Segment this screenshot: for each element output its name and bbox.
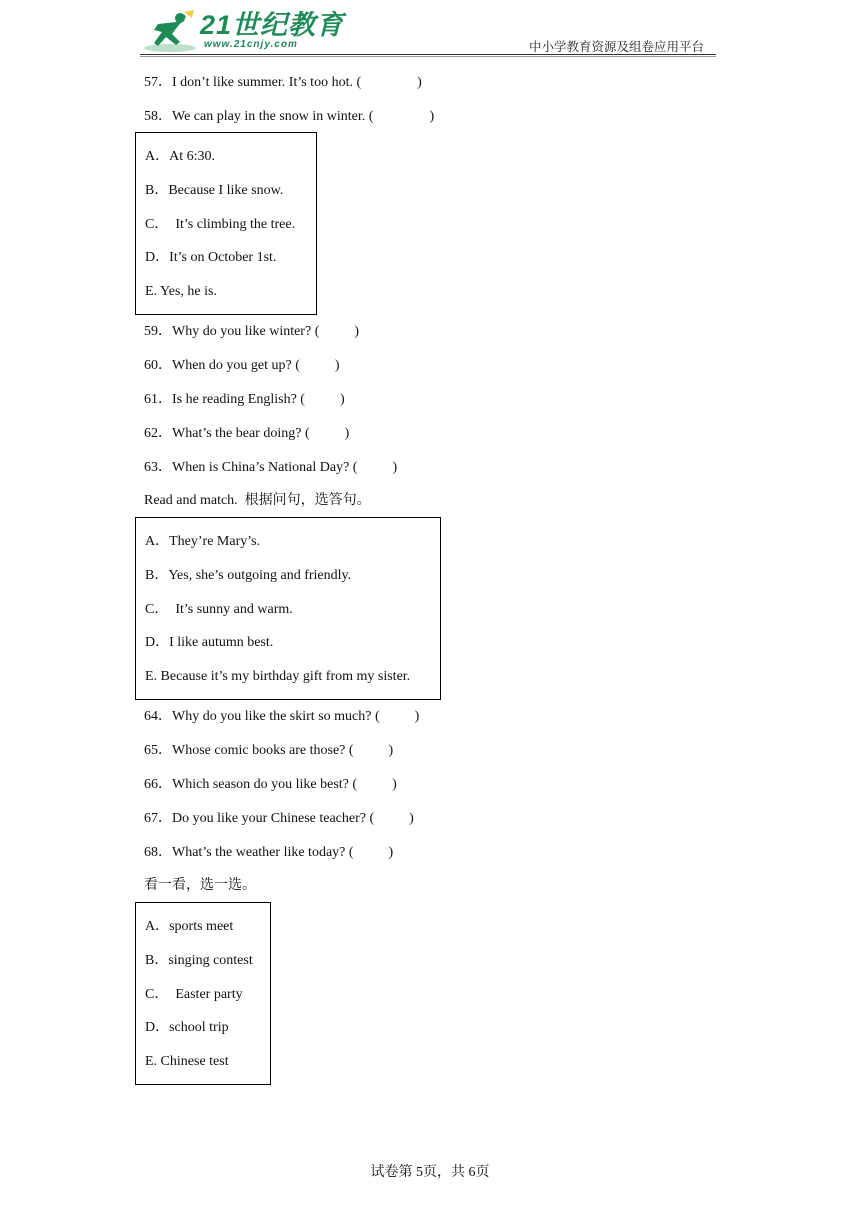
options-box-1 <box>135 132 317 315</box>
option-e: E. Because it’s my birthday gift from my sister. <box>145 669 411 684</box>
answer-blank[interactable]: ( ) <box>304 426 350 441</box>
logo-title: 21世纪教育 <box>200 10 345 40</box>
option-a: A．They’re Mary’s. <box>145 534 261 549</box>
question-63: 63．When is China’s National Day? ( ) <box>144 460 398 475</box>
option-a: A．sports meet <box>145 919 234 934</box>
answer-blank[interactable]: ( ) <box>352 460 398 475</box>
section-2-title: Read and match. 根据问句，选答句。 <box>144 493 371 508</box>
logo-url: www.21cnjy.com <box>204 39 298 50</box>
option-c: C． It’s climbing the tree. <box>145 217 296 232</box>
option-e: E. Yes, he is. <box>145 284 217 299</box>
question-68: 68．What’s the weather like today? ( ) <box>144 845 394 860</box>
answer-blank[interactable]: ( ) <box>352 777 397 792</box>
question-59: 59．Why do you like winter? ( ) <box>144 324 360 339</box>
header-divider <box>140 54 716 55</box>
option-e: E. Chinese test <box>145 1054 229 1069</box>
answer-blank[interactable]: ( ) <box>295 358 340 373</box>
platform-slogan: 中小学教育资源及组卷应用平台 <box>528 39 704 54</box>
answer-blank[interactable]: ( ) <box>374 709 420 724</box>
option-b: B．Yes, she’s outgoing and friendly. <box>145 568 352 583</box>
option-b: B．singing contest <box>145 953 253 968</box>
question-62: 62．What’s the bear doing? ( ) <box>144 426 350 441</box>
options-box-2 <box>135 517 441 700</box>
site-logo <box>140 10 344 54</box>
option-a: A．At 6:30. <box>145 149 215 164</box>
option-d: D．I like autumn best. <box>145 635 274 650</box>
answer-blank[interactable]: ( ) <box>300 392 345 407</box>
option-c: C． It’s sunny and warm. <box>145 602 293 617</box>
option-d: D．school trip <box>145 1020 229 1035</box>
question-58: 58．We can play in the snow in winter. ( ) <box>144 109 435 124</box>
question-66: 66．Which season do you like best? ( ) <box>144 777 397 792</box>
answer-blank[interactable]: ( ) <box>368 109 435 124</box>
answer-blank[interactable]: ( ) <box>369 811 414 826</box>
question-61: 61．Is he reading English? ( ) <box>144 392 345 407</box>
question-57: 57．I don’t like summer. It’s too hot. ( ) <box>144 75 422 90</box>
answer-blank[interactable]: ( ) <box>314 324 360 339</box>
option-c: C． Easter party <box>145 987 243 1002</box>
option-d: D．It’s on October 1st. <box>145 250 277 265</box>
question-67: 67．Do you like your Chinese teacher? ( ) <box>144 811 414 826</box>
answer-blank[interactable]: ( ) <box>348 743 394 758</box>
header-divider-thin <box>140 56 716 57</box>
answer-blank[interactable]: ( ) <box>348 845 394 860</box>
question-60: 60．When do you get up? ( ) <box>144 358 340 373</box>
answer-blank[interactable]: ( ) <box>356 75 422 90</box>
option-b: B．Because I like snow. <box>145 183 284 198</box>
section-3-title: 看一看，选一选。 <box>144 878 256 893</box>
question-65: 65．Whose comic books are those? ( ) <box>144 743 394 758</box>
page-footer: 试卷第 5页，共 6页 <box>370 1165 490 1180</box>
runner-logo-icon <box>140 10 198 54</box>
options-box-3 <box>135 902 271 1085</box>
page-header <box>140 8 716 56</box>
question-64: 64．Why do you like the skirt so much? ( ) <box>144 709 420 724</box>
